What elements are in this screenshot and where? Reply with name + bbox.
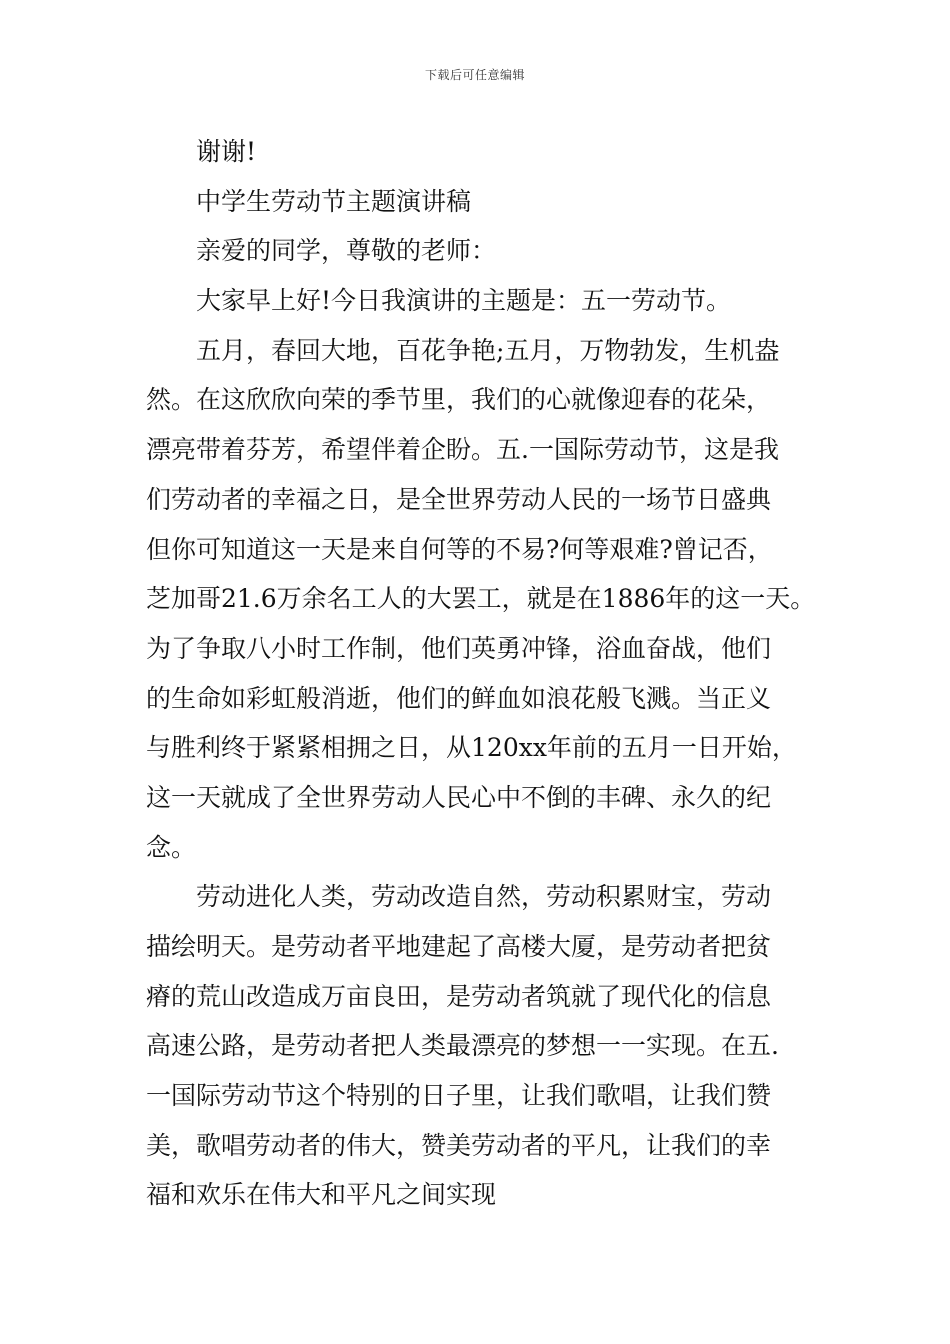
text-line: 福和欢乐在伟大和平凡之间实现 — [146, 1180, 497, 1210]
text-line: 然。在这欣欣向荣的季节里，我们的心就像迎春的花朵， — [146, 385, 772, 415]
text-line: 劳动进化人类，劳动改造自然，劳动积累财宝，劳动 — [196, 882, 772, 912]
text-line: 描绘明天。是劳动者平地建起了高楼大厦，是劳动者把贫 — [146, 932, 772, 961]
document-body — [146, 127, 816, 1220]
text-line: 与胜利终于紧紧相拥之日，从120xx年前的五月一日开始， — [146, 733, 797, 763]
salutation: 亲爱的同学，尊敬的老师： — [196, 236, 497, 266]
text-line: 大家早上好!今日我演讲的主题是：五一劳动节。 — [196, 286, 732, 316]
text-line: 为了争取八小时工作制，他们英勇冲锋，浴血奋战，他们 — [146, 633, 772, 663]
text-line: 们劳动者的幸福之日，是全世界劳动人民的一场节日盛典 — [146, 484, 772, 514]
text-line: 漂亮带着芬芳，希望伴着企盼。五.一国际劳动节，这是我 — [146, 435, 779, 465]
text-line: 高速公路，是劳动者把人类最漂亮的梦想一一实现。在五. — [146, 1031, 779, 1061]
text-line: 五月，春回大地，百花争艳;五月，万物勃发，生机盎 — [196, 335, 780, 365]
text-line: 念。 — [146, 832, 197, 862]
speech-title: 中学生劳动节主题演讲稿 — [196, 186, 472, 216]
text-line: 美，歌唱劳动者的伟大，赞美劳动者的平凡，让我们的幸 — [146, 1130, 772, 1160]
text-line: 但你可知道这一天是来自何等的不易?何等艰难?曾记否， — [146, 534, 773, 564]
header-note: 下载后可任意编辑 — [424, 68, 525, 82]
text-line: 芝加哥21.6万余名工人的大罢工，就是在1886年的这一天。 — [146, 584, 816, 614]
text-line: 这一天就成了全世界劳动人民心中不倒的丰碑、永久的纪 — [146, 782, 772, 812]
text-line: 一国际劳动节这个特别的日子里，让我们歌唱，让我们赞 — [146, 1081, 772, 1111]
text-line: 谢谢! — [196, 137, 257, 166]
text-line: 瘠的荒山改造成万亩良田，是劳动者筑就了现代化的信息 — [146, 981, 772, 1011]
text-line: 的生命如彩虹般消逝，他们的鲜血如浪花般飞溅。当正义 — [146, 683, 772, 713]
